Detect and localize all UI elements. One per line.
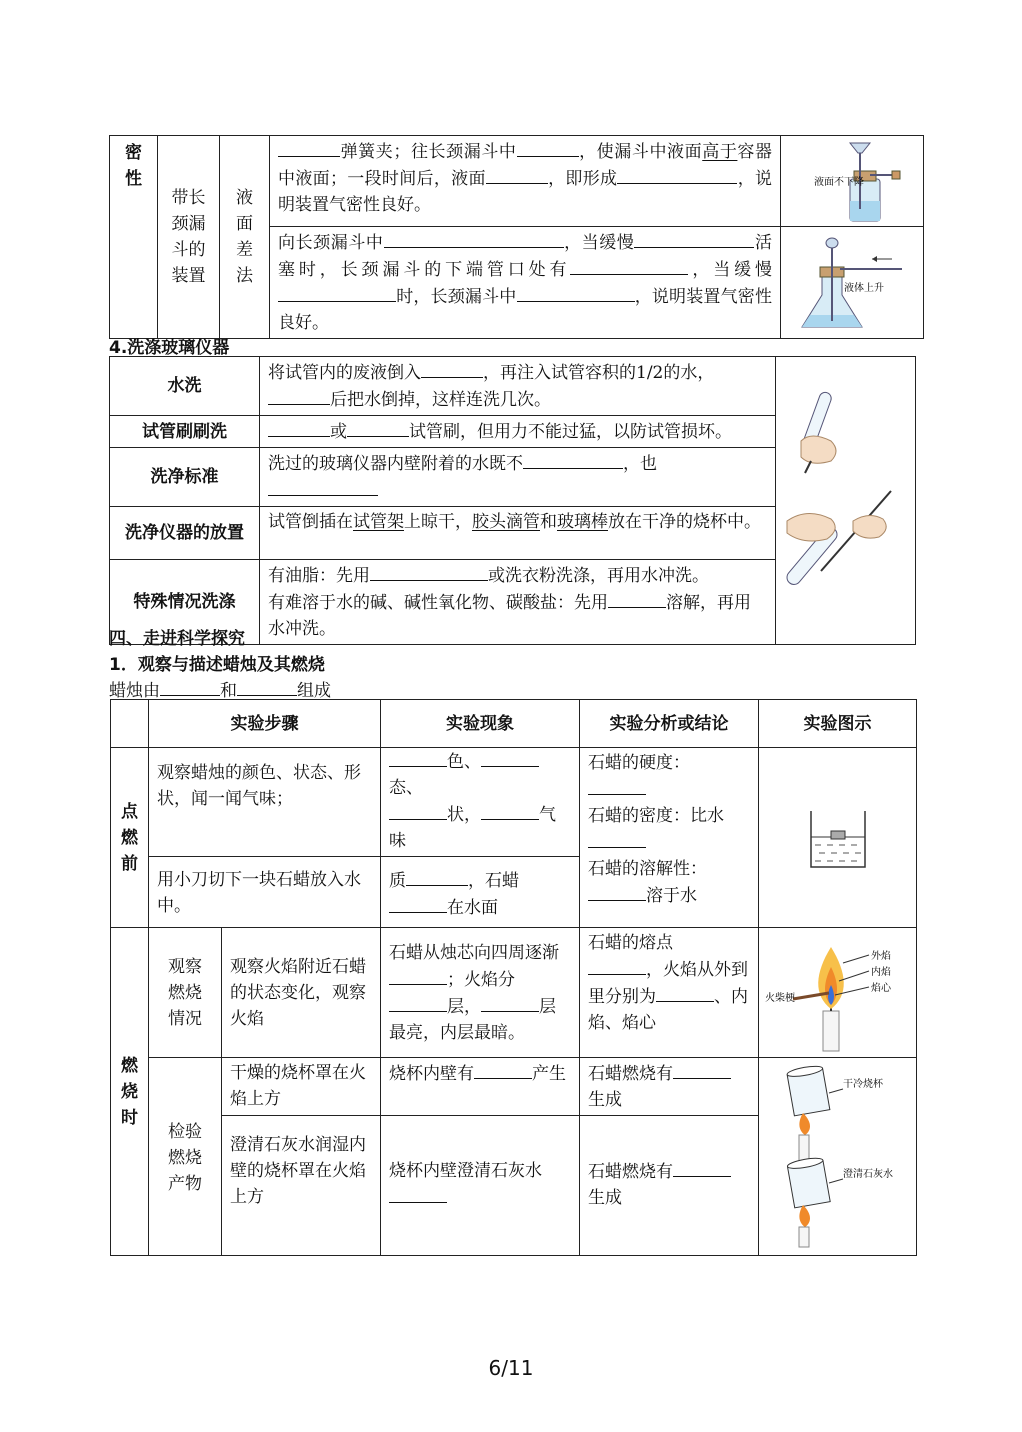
header-analysis: 实验分析或结论 (580, 700, 759, 748)
group-burning: 燃烧时 (111, 928, 149, 1256)
wash-placement-text: 试管倒插在试管架上晾干，胶头滴管和玻璃棒放在干净的烧杯中。 (260, 507, 776, 560)
airtightness-table (109, 135, 924, 339)
r2-step: 用小刀切下一块石蜡放入水中。 (149, 857, 381, 928)
group-before: 点燃前 (111, 748, 149, 928)
wash-label-standard: 洗净标准 (110, 448, 260, 507)
r3-analysis: 石蜡的熔点 ，火焰从外到里分别为 、内焰、焰心 (580, 928, 759, 1058)
header-phenomenon: 实验现象 (381, 700, 580, 748)
section-title-candle: 1．观察与描述蜡烛及其燃烧 (109, 655, 325, 675)
row-label-airtight: 密性 (110, 136, 158, 339)
wash-standard-text: 洗过的玻璃仪器内壁附着的水既不 ，也 (260, 448, 776, 507)
wash-water-text: 将试管内的废液倒入 ，再注入试管容积的1/2的水， 后把水倒掉，这样连洗几次。 (260, 357, 776, 416)
img2-label: 液体上升 (844, 282, 884, 294)
label-limewater: 澄清石灰水 (842, 1168, 893, 1180)
label-matchstick: 火柴梗 (764, 992, 795, 1004)
label-outer-flame: 外焰 (870, 950, 891, 962)
header-image: 实验图示 (759, 700, 917, 748)
r3-phenomenon: 石蜡从烛芯向四周逐渐；火焰分层， 层最亮，内层最暗。 (381, 928, 580, 1058)
header-steps: 实验步骤 (149, 700, 381, 748)
wash-label-placement: 洗净仪器的放置 (110, 507, 260, 560)
before-analysis: 石蜡的硬度： 石蜡的密度：比水 石蜡的溶解性： 溶于水 (580, 748, 759, 928)
page-number: 6/11 (488, 1356, 534, 1380)
r5-step: 澄清石灰水润湿内壁的烧杯罩在火焰上方 (222, 1116, 381, 1256)
img1-label: 液面不下降 (814, 177, 864, 188)
label-dry-beaker: 干冷烧杯 (842, 1078, 883, 1090)
beaker-image (759, 748, 917, 928)
airtight-row2-text: 向长颈漏斗中 ，当缓慢 活塞时，长颈漏斗的下端管口处有 ，当缓慢时，长颈漏斗中 ，说明装置气密性良好。 (270, 227, 781, 339)
wash-image (776, 357, 916, 645)
label-flame-core: 焰心 (870, 982, 891, 994)
wash-label-water: 水洗 (110, 357, 260, 416)
header-blank (111, 700, 149, 748)
r3-step: 观察火焰附近石蜡的状态变化，观察火焰 (222, 928, 381, 1058)
r4-step: 干燥的烧杯罩在火焰上方 (222, 1058, 381, 1116)
wash-label-special: 特殊情况洗涤 (110, 560, 260, 645)
label-inner-flame: 内焰 (870, 966, 891, 978)
candle-table (110, 699, 917, 1256)
airtight-image-2 (781, 227, 924, 339)
r4-analysis: 石蜡燃烧有 生成 (580, 1058, 759, 1116)
airtight-row1-text: 弹簧夹；往长颈漏斗中 ，使漏斗中液面高于容器中液面；一段时间后，液面 ，即形成 ，说明装置气密性良好。 (270, 136, 781, 227)
r3-sub: 观察燃烧情况 (149, 928, 222, 1058)
products-image (759, 1058, 917, 1256)
wash-brush-text: 或 试管刷，但用力不能过猛，以防试管损坏。 (260, 416, 776, 448)
r5-phenomenon: 烧杯内壁澄清石灰水 (381, 1116, 580, 1256)
flame-image (759, 928, 917, 1058)
r45-sub: 检验燃烧产物 (149, 1058, 222, 1256)
r4-phenomenon: 烧杯内壁有 产生 (381, 1058, 580, 1116)
candle-composition: 蜡烛由 和 组成 (109, 676, 331, 701)
wash-label-brush: 试管刷刷洗 (110, 416, 260, 448)
method-label: 液面差法 (220, 136, 270, 339)
device-label: 带长颈漏斗的装置 (158, 136, 220, 339)
section-title-explore: 四、走进科学探究 (109, 629, 245, 649)
section-title-wash: 4.洗涤玻璃仪器 (109, 338, 230, 358)
wash-special-text: 有油脂：先用 或洗衣粉洗涤，再用水冲洗。 有难溶于水的碱、碱性氧化物、碳酸盐：先用 溶解，再用水冲洗。 (260, 560, 776, 645)
r5-analysis: 石蜡燃烧有 生成 (580, 1116, 759, 1256)
wash-table (109, 356, 916, 645)
airtight-image-1 (781, 136, 924, 227)
r2-phenomenon: 质 ，石蜡 在水面 (381, 857, 580, 928)
r1-step: 观察蜡烛的颜色、状态、形状，闻一闻气味； (149, 748, 381, 857)
r1-phenomenon: 色、态、 状， 气味 (381, 748, 580, 857)
